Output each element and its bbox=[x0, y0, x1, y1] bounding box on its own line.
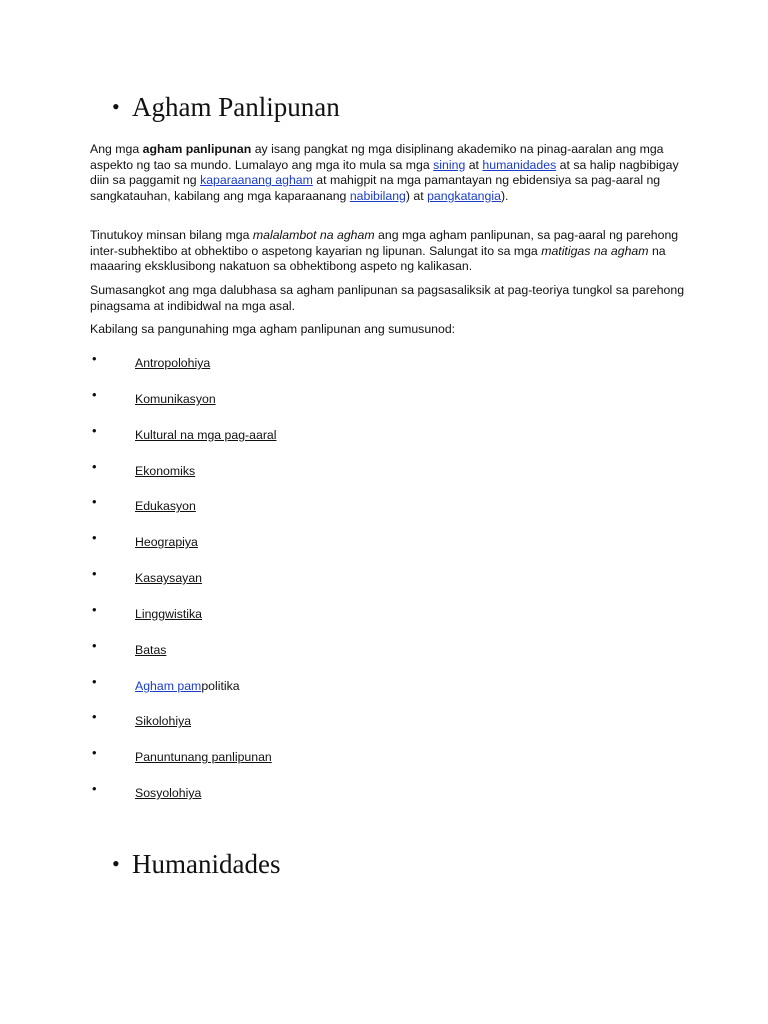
list-bullet: • bbox=[92, 674, 97, 689]
text-run: at bbox=[465, 157, 483, 172]
intro-paragraph bbox=[90, 142, 690, 204]
list-bullet: • bbox=[92, 459, 97, 474]
link-ekonomiks[interactable]: Ekonomiks bbox=[135, 464, 196, 478]
link-pangkatangia[interactable]: pangkatangia bbox=[427, 188, 501, 203]
text-run: Ang mga bbox=[90, 142, 143, 156]
link-kasaysayan[interactable]: Kasaysayan bbox=[135, 571, 202, 585]
list-bullet: • bbox=[92, 602, 97, 617]
list-bullet: • bbox=[92, 423, 97, 438]
italic-term: matitigas na agham bbox=[541, 243, 649, 258]
text-run: Tinutukoy minsan bilang mga bbox=[90, 228, 253, 242]
link-humanidades[interactable]: humanidades bbox=[482, 157, 557, 172]
link-heograpiya[interactable]: Heograpiya bbox=[135, 535, 198, 549]
link-agham-pam[interactable]: Agham pam bbox=[135, 679, 202, 693]
link-panuntunang-panlipunan[interactable]: Panuntunang panlipunan bbox=[135, 750, 272, 764]
text-run: at mahigpit na mga pamantayan ng ebidensiya sa pag-aaral ng sangkatauhan, kabilang ang mga kaparaanang bbox=[90, 173, 661, 203]
research-paragraph: Sumasangkot ang mga dalubhasa sa agham panlipunan sa pagsasaliksik at pag-teoriya tungkol sa parehong pinagsama at indibidwal na mga asal. bbox=[90, 283, 685, 313]
text-run: ). bbox=[500, 188, 509, 203]
link-batas[interactable]: Batas bbox=[135, 643, 167, 657]
text-run: at sa halip nagbibigay diin sa paggamit ng bbox=[90, 157, 679, 188]
link-antropolohiya[interactable]: Antropolohiya bbox=[135, 356, 211, 370]
list-bullet: • bbox=[92, 494, 97, 509]
italic-term: malalambot na agham bbox=[252, 228, 375, 242]
text-run: ay isang pangkat ng mga disiplinang akademiko na pinag-aaralan ang mga aspekto ng tao sa mundo. Lumalayo ang mga ito mula sa mga bbox=[90, 142, 664, 172]
section-heading-humanidades bbox=[112, 849, 280, 880]
list-bullet: • bbox=[92, 530, 97, 545]
link-nabibilang[interactable]: nabibilang bbox=[349, 188, 406, 203]
list-intro-paragraph: Kabilang sa pangunahing mga agham panlipunan ang sumusunod: bbox=[90, 322, 456, 336]
link-sikolohiya[interactable]: Sikolohiya bbox=[135, 714, 192, 728]
text-run: politika bbox=[201, 679, 240, 693]
list-bullet: • bbox=[92, 638, 97, 653]
text-run: ) at bbox=[405, 188, 428, 203]
heading-text: Agham Panlipunan bbox=[132, 92, 340, 122]
heading-text: Humanidades bbox=[132, 849, 281, 879]
bold-term: agham panlipunan bbox=[142, 142, 252, 156]
link-edukasyon[interactable]: Edukasyon bbox=[135, 499, 196, 513]
section-heading-agham-panlipunan bbox=[112, 92, 340, 123]
text-run: ang mga agham panlipunan, sa pag-aaral ng parehong inter-subhektibo at obhektibo o aspetong kayarian ng lipunan. Salungat ito sa mga bbox=[90, 228, 679, 258]
definition-paragraph bbox=[90, 228, 690, 275]
list-bullet: • bbox=[92, 709, 97, 724]
list-bullet: • bbox=[92, 745, 97, 760]
list-bullet: • bbox=[92, 781, 97, 796]
heading-bullet: • bbox=[112, 94, 120, 119]
link-komunikasyon[interactable]: Komunikasyon bbox=[135, 392, 216, 406]
link-linggwistika[interactable]: Linggwistika bbox=[135, 607, 202, 621]
agham-pampolitika-item bbox=[135, 679, 240, 693]
link-sosyolohiya[interactable]: Sosyolohiya bbox=[135, 786, 202, 800]
text-run: na maaaring eksklusibong nakatuon sa obhektibong aspeto ng kalikasan. bbox=[90, 243, 666, 274]
heading-bullet: • bbox=[112, 851, 120, 876]
link-kaparaanang-agham[interactable]: kaparaanang agham bbox=[200, 173, 313, 188]
list-bullet: • bbox=[92, 566, 97, 581]
list-bullet: • bbox=[92, 351, 97, 366]
link-kultural-na-mga-pag-aaral[interactable]: Kultural na mga pag-aaral bbox=[135, 428, 277, 442]
link-sining[interactable]: sining bbox=[433, 157, 466, 172]
list-bullet: • bbox=[92, 387, 97, 402]
